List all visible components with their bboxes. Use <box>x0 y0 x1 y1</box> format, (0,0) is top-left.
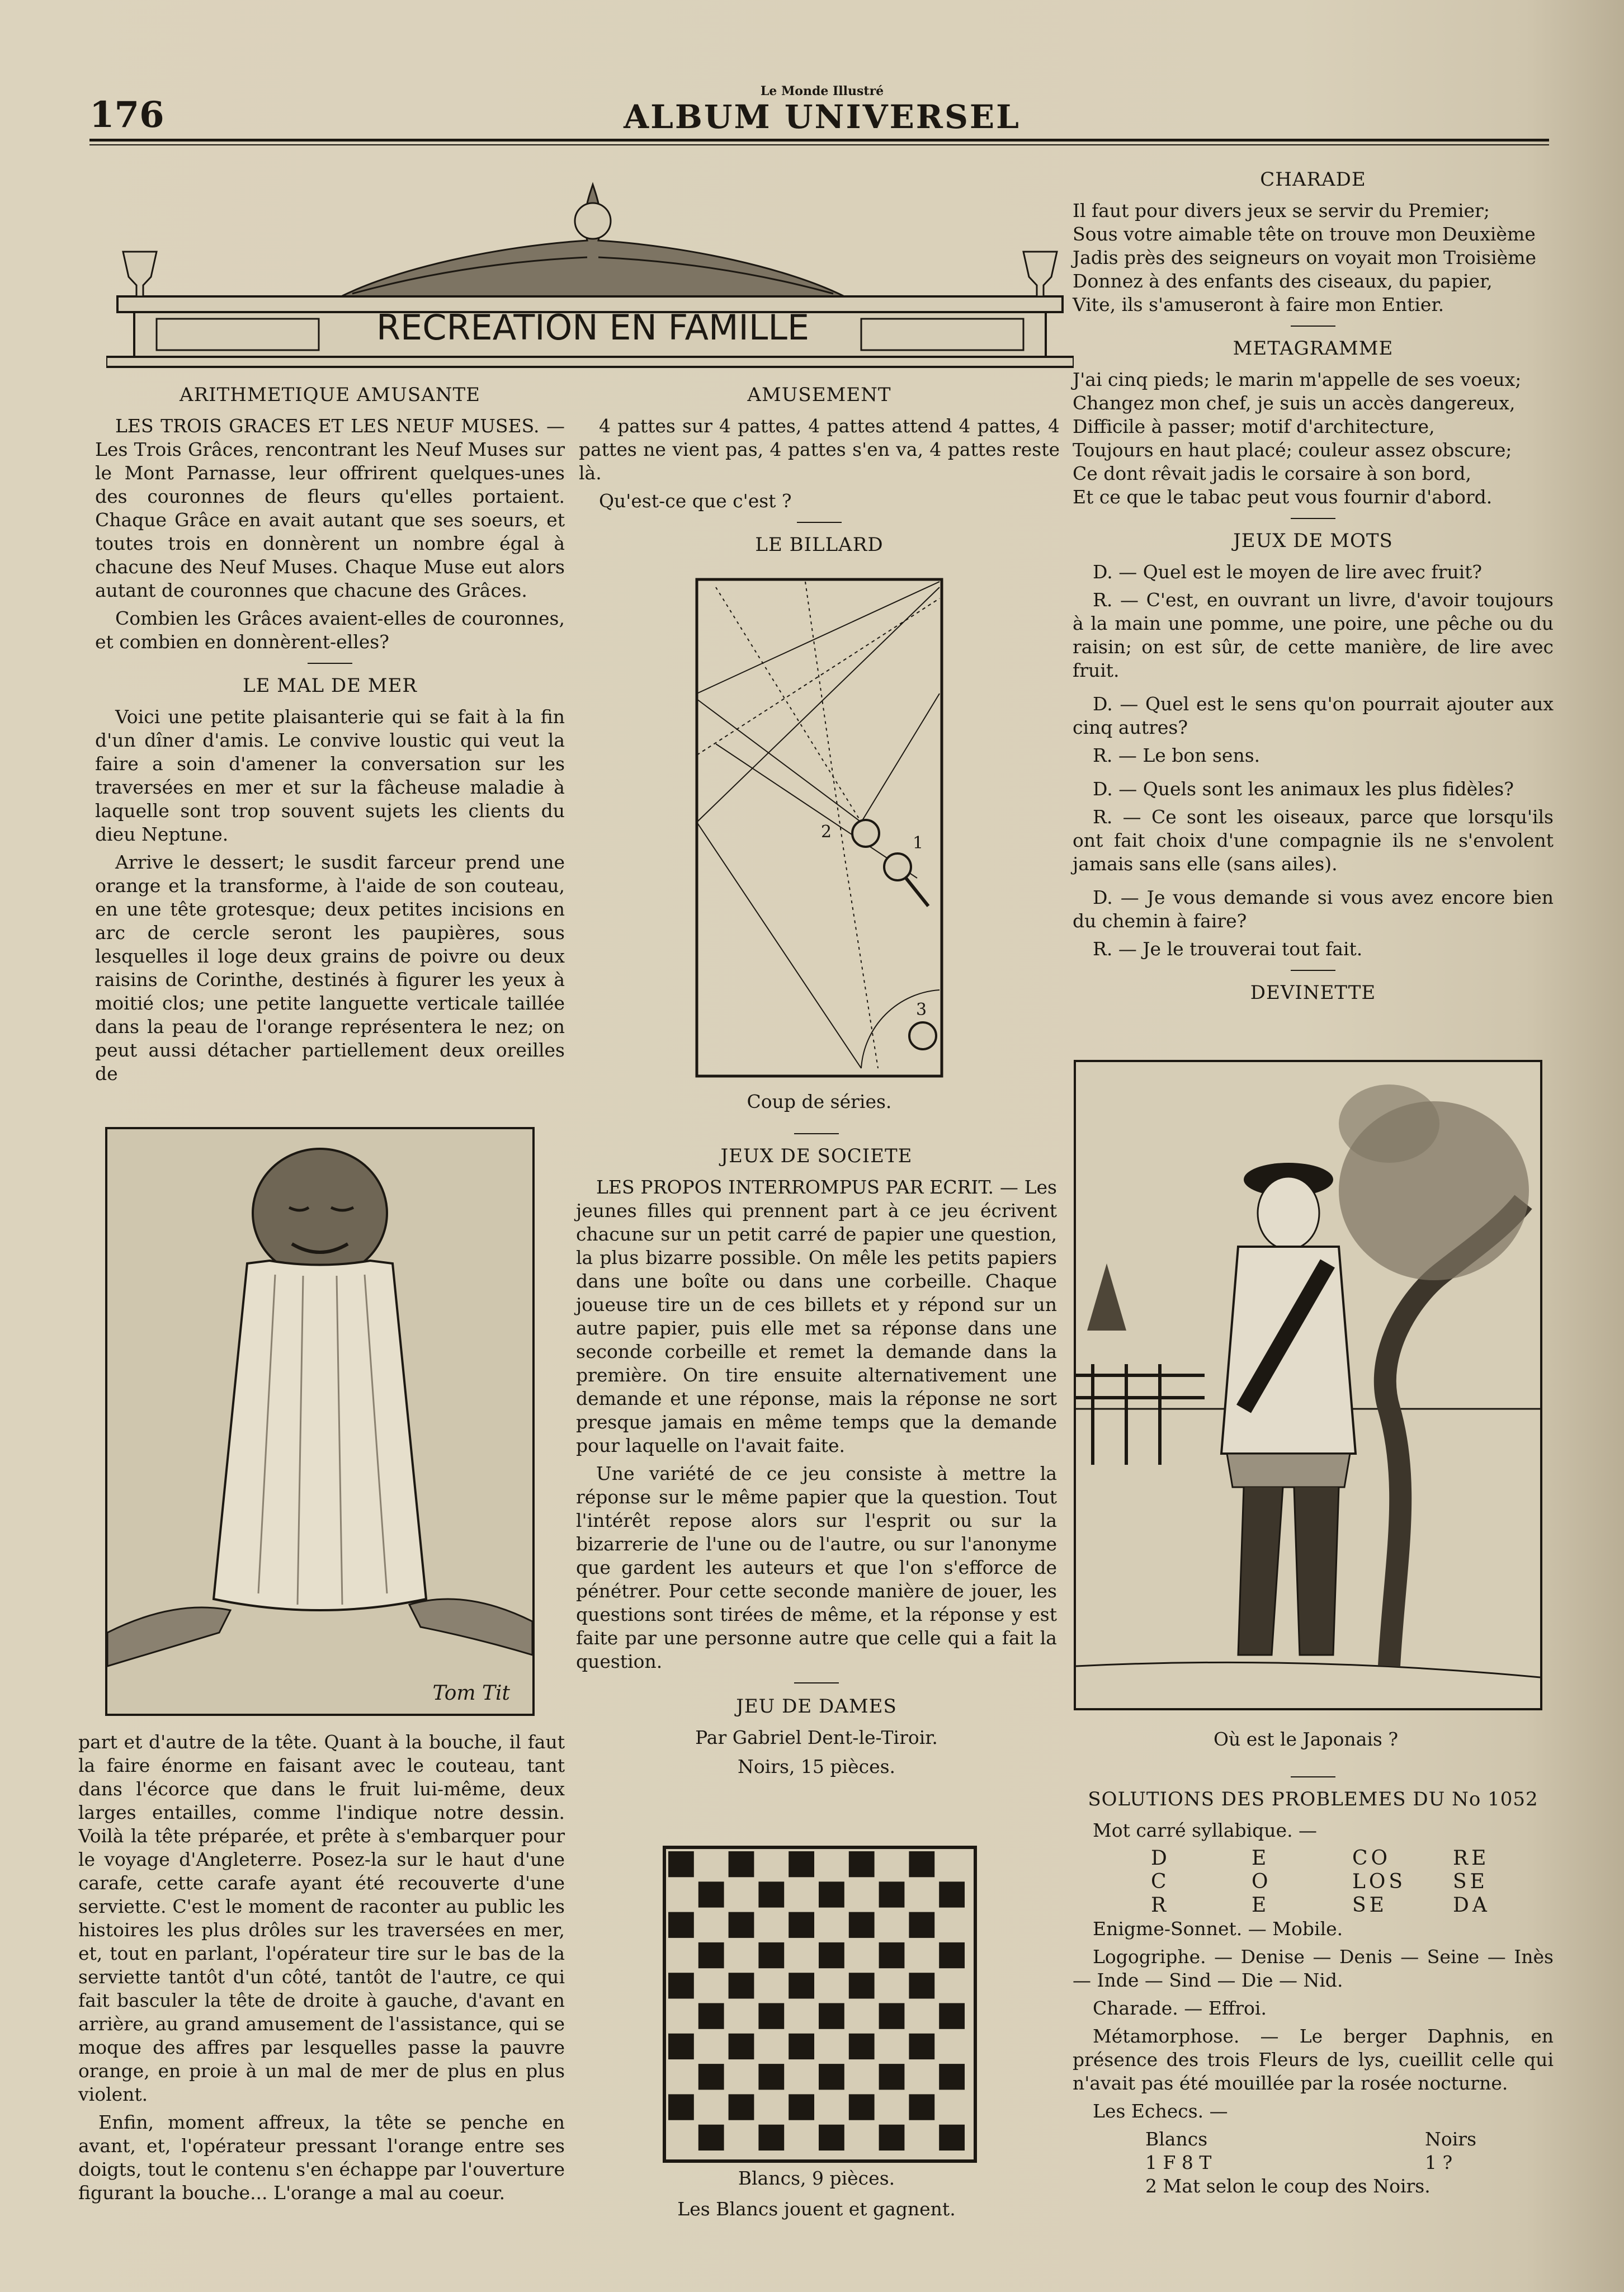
charade-line: Jadis près des seigneurs on voyait mon Troisième <box>1073 247 1537 268</box>
board-square <box>819 1881 844 1907</box>
question: D. — Je vous demande si vous avez encore bien du chemin à faire? <box>1073 886 1554 932</box>
dames-noirs: Noirs, 15 pièces. <box>737 1756 896 1777</box>
banner <box>106 179 1074 369</box>
billard-diagram <box>693 576 945 1079</box>
board-square <box>789 1973 814 1998</box>
mal-de-mer-p3: part et d'autre de la tête. Quant à la bouche, il faut la faire énorme en faisant avec le couteau, tant dans l'écorce que dans le fruit lui-même, deux larges entailles, comme l'indique notre dessin. Voilà la tête préparée, et prête à s'embarquer pour le voyage d'Angleterre. Posez-la sur le haut d'une carafe, cette carafe ayant été recouverte d'une serviette. C'est le moment de raconter au public les histoires les plus drôles sur les traversées en mer, et, tout en parlant, l'opérateur tire sur le bas de la serviette tantôt d'un côté, tantôt de l'autre, ce qui fait basculer la tête de droite à gauche, d'avant en arrière, au grand amusement de l'assistance, qui se moque des affres par lesquelles passe la pauvre orange, en proie à un mal de mer de plus en plus violent. <box>78 1731 565 2105</box>
checkerboard <box>663 1846 977 2163</box>
noirs-label: Noirs <box>1425 2128 1477 2150</box>
amusement-p1: 4 pattes sur 4 pattes, 4 pattes attend 4 pattes, 4 pattes ne vient pas, 4 pattes s'en va, 4 pattes reste là. <box>579 415 1060 484</box>
grid-cell: SE <box>1453 1870 1488 1893</box>
solution-charade: Charade. — Effroi. <box>1093 1997 1267 2019</box>
board-square <box>879 2003 905 2029</box>
column-1-bottom <box>78 1730 565 2209</box>
question: D. — Quel est le sens qu'on pourrait ajouter aux cinq autres? <box>1073 693 1554 738</box>
board-square <box>879 1942 905 1968</box>
devinette-caption: Où est le Japonais ? <box>1213 1728 1399 1750</box>
answer: R. — Ce sont les oiseaux, parce que lorsqu'ils ont fait choix d'une compagnie ils ne s'envolent jamais sans elle (sans ailes). <box>1073 806 1554 875</box>
charade-line: Sous votre aimable tête on trouve mon Deuxième <box>1073 223 1536 245</box>
grid-cell: O <box>1252 1870 1272 1893</box>
grid-cell: CO <box>1352 1847 1391 1870</box>
solution-mot-carre: Mot carré syllabique. — <box>1093 1819 1318 1841</box>
metagramme-line: Et ce que le tabac peut vous fournir d'abord. <box>1073 486 1493 508</box>
amusement-p2: Qu'est-ce que c'est ? <box>599 490 792 512</box>
board-square <box>789 1851 814 1877</box>
grid-cell: C <box>1151 1870 1170 1893</box>
noirs-move: 1 ? <box>1425 2152 1453 2173</box>
solution-echecs: Les Echecs. — <box>1093 2100 1228 2122</box>
board-square <box>909 1912 934 1938</box>
mal-de-mer-p2: Arrive le dessert; le susdit farceur prend une orange et la transforme, à l'aide de son couteau, en une tête grotesque; deux petites incisions en arc de cercle seront les paupières, sous lesquelles il loge deux grains de poivre ou deux raisins de Corinthe, destinés à figurer les yeux à moitié clos; une petite languette verticale taillée dans la peau de l'orange représentera le nez; on peut aussi détacher partiellement deux oreilles de <box>95 851 565 1084</box>
board-square <box>879 1881 905 1907</box>
header-rule <box>89 139 1549 142</box>
ball-label-1: 1 <box>913 833 924 853</box>
ball-label-2: 2 <box>821 822 832 842</box>
billard-caption: Coup de séries. <box>747 1091 892 1112</box>
board-square <box>729 2034 754 2059</box>
board-square <box>939 2003 965 2029</box>
illustration-signature: Tom Tit <box>432 1682 510 1705</box>
charade-line: Vite, ils s'amuseront à faire mon Entier. <box>1073 294 1444 315</box>
journal-small-title: Le Monde Illustré <box>760 84 884 98</box>
board-square <box>729 1973 754 1998</box>
blancs-label: Blancs <box>1145 2128 1208 2150</box>
orange-head-icon <box>107 1129 532 1714</box>
metagramme-line: Changez mon chef, je suis un accès dangereux, <box>1073 392 1516 414</box>
board-square <box>849 2034 875 2059</box>
board-square <box>729 1912 754 1938</box>
board-square <box>758 2064 784 2090</box>
board-square <box>668 1973 694 1998</box>
charade-line: Donnez à des enfants des ciseaux, du papier, <box>1073 270 1493 292</box>
dames-heading: JEU DE DAMES <box>736 1695 897 1718</box>
board-square <box>668 1851 694 1877</box>
journal-title: ALBUM UNIVERSEL <box>624 98 1021 136</box>
board-square <box>849 1973 875 1998</box>
board-square <box>819 1942 844 1968</box>
grid-cell: R <box>1151 1894 1170 1917</box>
board-square <box>819 2003 844 2029</box>
page-number: 176 <box>89 94 164 136</box>
solutions <box>1073 1767 1554 2198</box>
board-square <box>819 2125 844 2150</box>
board-square <box>668 2034 694 2059</box>
metagramme-line: J'ai cinq pieds; le marin m'appelle de ses voeux; <box>1073 369 1522 390</box>
board-square <box>879 2064 905 2090</box>
board-square <box>909 2094 934 2120</box>
board-square <box>849 2094 875 2120</box>
board-square <box>698 2125 724 2150</box>
charade-line: Il faut pour divers jeux se servir du Premier; <box>1073 200 1490 221</box>
column-1-top <box>95 383 565 1090</box>
amusement-heading: AMUSEMENT <box>747 384 891 406</box>
grid-cell: D <box>1151 1847 1170 1870</box>
dames-author: Par Gabriel Dent-le-Tiroir. <box>695 1727 938 1748</box>
arithmetique-heading: ARITHMETIQUE AMUSANTE <box>180 384 480 406</box>
jeux-societe-p2: Une variété de ce jeu consiste à mettre la réponse sur le même papier que la question. Tout l'intérêt repose alors sur l'esprit ou sur la bizarrerie de l'une ou de l'autre, ou sur l'anonyme que gardent les auteurs et que l'on s'efforce de pénétrer. Pour cette seconde manière de jouer, les questions sont tirées de même, et la réponse y est faite par une personne autre que celle qui a fait la question. <box>576 1463 1057 1672</box>
separator <box>1291 326 1335 327</box>
mat-line: 2 Mat selon le coup des Noirs. <box>1145 2175 1431 2197</box>
separator <box>1291 1776 1335 1777</box>
grid-cell: RE <box>1453 1847 1490 1870</box>
mal-de-mer-p1: Voici une petite plaisanterie qui se fait à la fin d'un dîner d'amis. Le convive loustic qui veut la faire a soin d'amener la conversation sur les traversées en mer et sur la fâcheuse maladie à laquelle sont trop souvent sujets les clients du dieu Neptune. <box>95 706 565 845</box>
dames-blancs: Blancs, 9 pièces. <box>738 2167 895 2189</box>
board-square <box>729 2094 754 2120</box>
board-square <box>909 2034 934 2059</box>
devinette-illustration <box>1074 1060 1542 1710</box>
separator <box>1291 970 1335 971</box>
checkerboard-icon <box>666 1849 967 2153</box>
answer: R. — Je le trouverai tout fait. <box>1093 938 1363 960</box>
board-square <box>909 1973 934 1998</box>
billiard-table-icon <box>693 576 945 1079</box>
metagramme-line: Difficile à passer; motif d'architecture, <box>1073 416 1435 437</box>
answer: R. — C'est, en ouvrant un livre, d'avoir toujours à la main une pomme, une poire, une pêche ou du raisin; on est sûr, de cette manière, de lire avec fruit. <box>1073 589 1554 681</box>
mot-carre-grid <box>1151 1847 1554 1917</box>
board-square <box>698 2003 724 2029</box>
orange-head-illustration <box>105 1127 535 1716</box>
jeux-mots-heading: JEUX DE MOTS <box>1233 530 1393 552</box>
board-square <box>758 1881 784 1907</box>
board-square <box>849 1851 875 1877</box>
separator <box>794 1133 839 1134</box>
blancs-move: 1 F 8 T <box>1145 2152 1212 2173</box>
column-2-middle <box>576 1124 1057 1779</box>
question: D. — Quels sont les animaux les plus fidèles? <box>1093 778 1514 800</box>
board-square <box>789 2034 814 2059</box>
metagramme-heading: METAGRAMME <box>1233 337 1394 360</box>
board-square <box>939 1942 965 1968</box>
board-square <box>698 1942 724 1968</box>
puzzle-picture-icon <box>1076 1062 1540 1708</box>
banner-title: RECREATION EN FAMILLE <box>376 306 810 348</box>
board-square <box>729 1851 754 1877</box>
billard-heading: LE BILLARD <box>755 534 884 556</box>
charade-heading: CHARADE <box>1260 168 1366 191</box>
echecs-solution-table <box>1145 2128 1554 2175</box>
board-square <box>819 2064 844 2090</box>
board-square <box>789 2094 814 2120</box>
metagramme-line: Ce dont rêvait jadis le corsaire à son bord, <box>1073 463 1471 484</box>
mal-de-mer-p4: Enfin, moment affreux, la tête se penche en avant, et, l'opérateur pressant l'orange entre ses doigts, tout le contenu s'en échappe par l'ouverture figurant la bouche... L'orange a mal au coeur. <box>78 2111 565 2204</box>
grid-cell: SE <box>1352 1894 1387 1917</box>
ball-label-3: 3 <box>916 1000 927 1020</box>
column-2-top <box>579 383 1060 564</box>
grid-cell: E <box>1252 1847 1270 1870</box>
solutions-heading: SOLUTIONS DES PROBLEMES DU No 1052 <box>1088 1788 1538 1810</box>
separator <box>1291 518 1335 519</box>
board-square <box>909 1851 934 1877</box>
board-square <box>698 1881 724 1907</box>
solution-enigme: Enigme-Sonnet. — Mobile. <box>1093 1918 1343 1940</box>
dames-consigne: Les Blancs jouent et gagnent. <box>677 2198 956 2220</box>
board-square <box>789 1912 814 1938</box>
separator <box>794 1682 839 1683</box>
jeux-societe-heading: JEUX DE SOCIETE <box>720 1145 913 1167</box>
arithmetique-p2: Combien les Grâces avaient-elles de couronnes, et combien en donnèrent-elles? <box>95 607 565 653</box>
board-square <box>668 1912 694 1938</box>
board-square <box>668 2094 694 2120</box>
board-square <box>758 1942 784 1968</box>
solution-metamorphose: Métamorphose. — Le berger Daphnis, en présence des trois Fleurs de lys, cueillit celle qui n'avait pas été mouillée par la rosée nocturne. <box>1073 2025 1554 2094</box>
board-square <box>758 2125 784 2150</box>
grid-cell: DA <box>1453 1894 1490 1917</box>
metagramme-line: Toujours en haut placé; couleur assez obscure; <box>1073 439 1512 461</box>
board-square <box>939 1881 965 1907</box>
board-square <box>698 2064 724 2090</box>
devinette-heading: DEVINETTE <box>1250 982 1376 1004</box>
answer: R. — Le bon sens. <box>1093 744 1261 766</box>
grid-cell: E <box>1252 1894 1270 1917</box>
solution-logogriphe: Logogriphe. — Denise — Denis — Seine — Inès — Inde — Sind — Die — Nid. <box>1073 1946 1554 1991</box>
column-3 <box>1073 168 1554 1012</box>
board-square <box>939 2125 965 2150</box>
board-square <box>879 2125 905 2150</box>
header-rule-thin <box>89 144 1549 145</box>
mal-de-mer-heading: LE MAL DE MER <box>242 675 418 697</box>
board-square <box>939 2064 965 2090</box>
separator <box>797 522 842 523</box>
question: D. — Quel est le moyen de lire avec fruit? <box>1093 561 1483 583</box>
board-square <box>758 2003 784 2029</box>
separator <box>308 663 352 664</box>
jeux-societe-p1: LES PROPOS INTERROMPUS PAR ECRIT. — Les jeunes filles qui prennent part à ce jeu écrivent chacune sur un petit carré de papier une question, la plus bizarre possible. On mêle les petits papiers dans une boîte ou dans une corbeille. Chaque joueuse tire un de ces billets et y répond sur un autre papier, puis elle met sa réponse dans une seconde corbeille et remet la demande dans la première. On tire ensuite alternativement une demande et une réponse, mais la réponse ne sort presque jamais en même temps que la demande pour laquelle on l'avait faite. <box>576 1176 1057 1456</box>
arithmetique-p1: LES TROIS GRACES ET LES NEUF MUSES. — Les Trois Grâces, rencontrant les Neuf Muses sur le Mont Parnasse, leur offrirent quelques-unes des couronnes de fleurs qu'elles portaient. Chaque Grâce en avait autant que ses soeurs, et toutes trois en donnèrent un nombre égal à chacune des Neuf Muses. Chaque Muse eut alors autant de couronnes que chacune des Grâces. <box>95 415 565 601</box>
board-square <box>849 1912 875 1938</box>
grid-cell: LOS <box>1352 1870 1406 1893</box>
